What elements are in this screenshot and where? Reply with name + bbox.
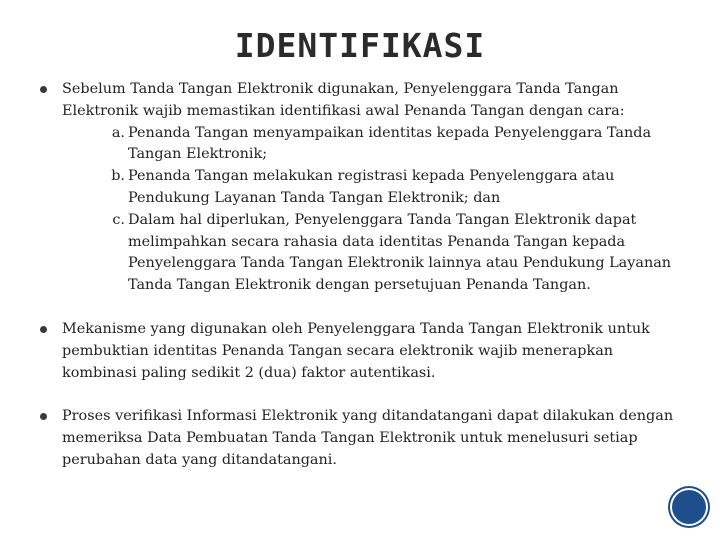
sub-item-marker: c. bbox=[112, 211, 125, 228]
sub-item-marker: b. bbox=[111, 168, 125, 185]
sub-item-text: Dalam hal diperlukan, Penyelenggara Tanda Tangan Elektronik dapat melimpahkan secara rahasia data identitas Penanda Tangan kepada Penyelenggara Tanda Tangan Elektronik lainnya atau Pendukung Layanan Tanda Tangan Elektronik dengan persetujuan Penanda Tangan. bbox=[128, 211, 672, 294]
bullet-verifikasi bbox=[40, 406, 680, 471]
circle-button-icon[interactable] bbox=[672, 490, 706, 524]
sub-item-b bbox=[80, 166, 680, 210]
bullet-identifikasi-awal bbox=[40, 79, 680, 297]
sub-item-marker: a. bbox=[111, 124, 125, 141]
bullet-text: Mekanisme yang digunakan oleh Penyelenggara Tanda Tangan Elektronik untuk pembuktian identitas Penanda Tangan secara elektronik wajib menerapkan kombinasi paling sedikit 2 (dua) faktor autentikasi. bbox=[62, 320, 650, 381]
sub-list bbox=[62, 123, 680, 297]
bullet-text: Sebelum Tanda Tangan Elektronik digunakan, Penyelenggara Tanda Tangan Elektronik wajib memastikan identifikasi awal Penanda Tangan dengan cara: bbox=[62, 81, 625, 119]
bullet-dot-icon bbox=[40, 86, 47, 93]
sub-item-text: Penanda Tangan melakukan registrasi kepada Penyelenggara atau Pendukung Layanan Tanda Tangan Elektronik; dan bbox=[128, 168, 615, 206]
bullet-dot-icon bbox=[40, 326, 47, 333]
slide-body bbox=[40, 79, 680, 472]
sub-item-a bbox=[80, 123, 680, 167]
bullet-text: Proses verifikasi Informasi Elektronik yang ditandatangani dapat dilakukan dengan memeriksa Data Pembuatan Tanda Tangan Elektronik untuk menelusuri setiap perubahan data yang ditandatangani. bbox=[62, 408, 674, 468]
bullet-dot-icon bbox=[40, 413, 47, 420]
sub-item-c bbox=[80, 210, 680, 297]
slide-title: IDENTIFIKASI bbox=[234, 26, 486, 65]
bullet-mekanisme bbox=[40, 319, 680, 384]
sub-item-text: Penanda Tangan menyampaikan identitas kepada Penyelenggara Tanda Tangan Elektronik; bbox=[128, 124, 652, 163]
